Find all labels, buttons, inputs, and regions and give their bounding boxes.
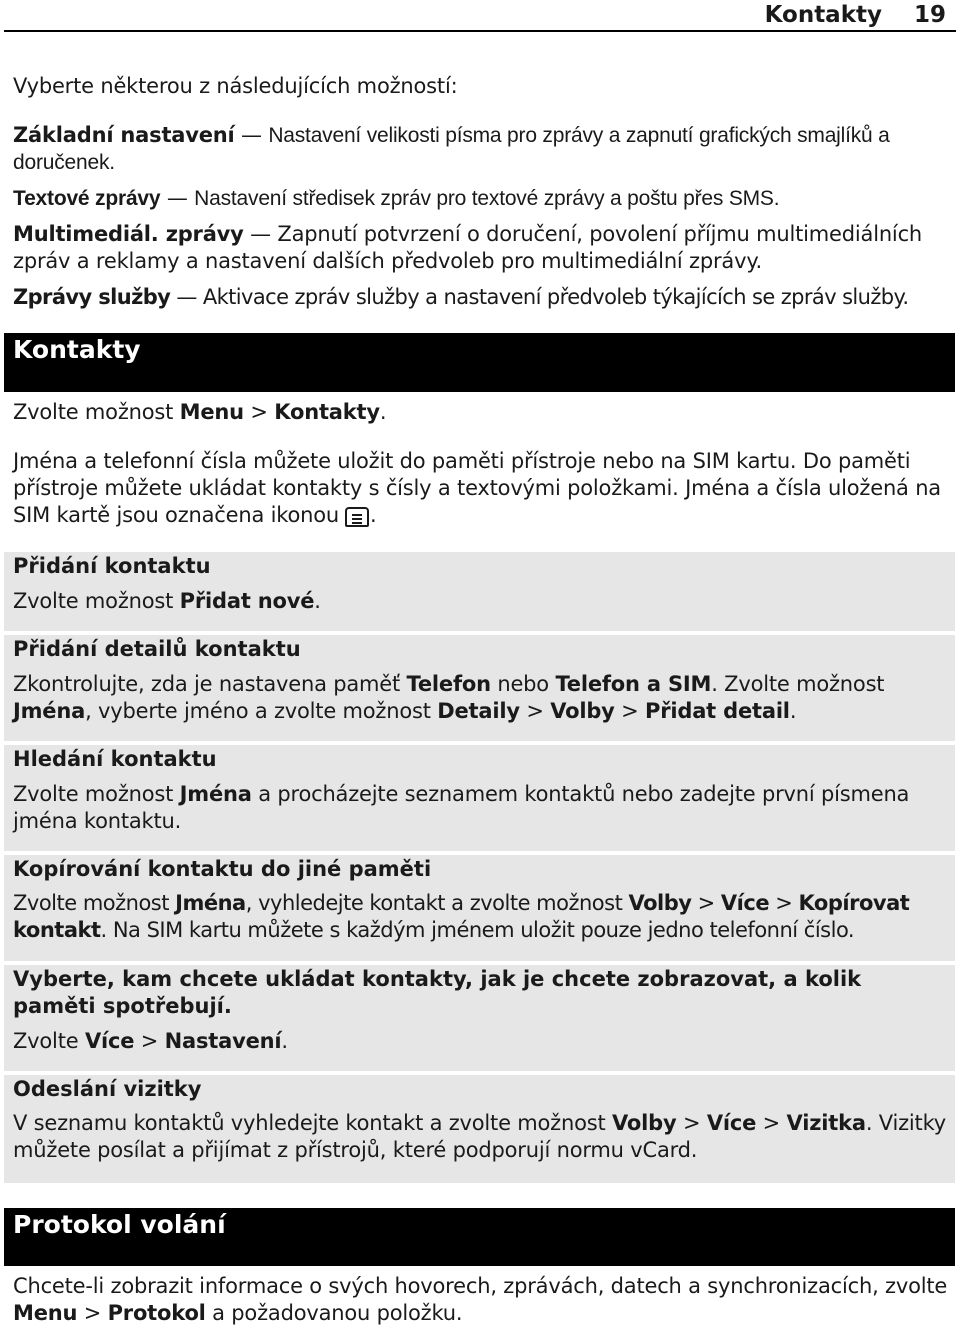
path-separator: >	[243, 400, 275, 424]
box-divider	[4, 741, 955, 745]
text: . Zvolte možnost	[711, 672, 885, 696]
menu-term: Kopírovat kontakt	[13, 891, 910, 942]
task-text	[13, 1110, 948, 1164]
menu-term: Nastavení	[164, 1029, 282, 1053]
task-heading: Přidání detailů kontaktu	[13, 637, 301, 661]
body-text: Jména a telefonní čísla můžete uložit do paměti přístroje nebo na SIM kartu. Do paměti přístroje můžete ukládat kontakty s čísly a textovými položkami. Jména a čísla uložená na SIM kartě jsou označena ikonou	[13, 449, 941, 527]
section-title: Kontakty	[13, 335, 141, 364]
menu-term: Volby	[550, 699, 615, 723]
text: . Vizitky můžete posílat a přijímat z přístrojů, které podporují normu vCard.	[13, 1111, 947, 1162]
menu-term: Jména	[175, 891, 246, 915]
text: .	[789, 699, 797, 723]
option-dash: —	[243, 222, 278, 246]
path-separator: >	[691, 891, 721, 915]
section-title: Protokol volání	[13, 1210, 226, 1239]
menu-term: Jména	[179, 782, 252, 806]
section-heading-contacts	[4, 333, 955, 392]
menu-term: Volby	[628, 891, 692, 915]
text: .	[379, 400, 387, 424]
option-desc: Nastavení středisek zpráv pro textové zprávy a poštu přes SMS.	[194, 187, 780, 210]
text: .	[314, 589, 321, 613]
text: V seznamu kontaktů vyhledejte kontakt a zvolte možnost	[13, 1111, 613, 1135]
task-text	[13, 671, 948, 725]
header-rule	[4, 30, 956, 32]
option-dash: —	[170, 285, 203, 309]
path-separator: >	[519, 699, 551, 723]
task-heading: Hledání kontaktu	[13, 747, 217, 771]
section-heading-call-log	[4, 1208, 955, 1266]
menu-term: Volby	[612, 1111, 677, 1135]
task-heading: Přidání kontaktu	[13, 554, 211, 578]
option-term: Multimediál. zprávy	[13, 222, 244, 246]
path-separator: >	[134, 1029, 165, 1053]
task-text	[13, 1028, 948, 1055]
text: . Na SIM kartu můžete s každým jménem uložit pouze jedno telefonní číslo.	[100, 918, 855, 942]
text: Zvolte	[13, 1029, 85, 1053]
header-section-title: Kontakty	[764, 2, 882, 28]
option-term: Zprávy služby	[13, 285, 171, 309]
text: Zvolte možnost	[13, 891, 176, 915]
box-divider	[4, 631, 955, 635]
path-separator: >	[77, 1301, 108, 1325]
text: nebo	[490, 672, 556, 696]
menu-term: Kontakty	[274, 400, 380, 424]
box-divider	[4, 961, 955, 965]
text: , vyhledejte kontakt a zvolte možnost	[245, 891, 629, 915]
menu-term: Přidat detail	[645, 699, 790, 723]
contacts-body: Jména a telefonní čísla můžete uložit do paměti přístroje nebo na SIM kartu. Do paměti přístroje můžete ukládat kontakty s čísly a textovými položkami. Jména a čísla uložená na SIM kartě jsou označena ikonou .	[13, 449, 941, 527]
text: Zkontrolujte, zda je nastavena paměť	[13, 672, 407, 696]
text: Zvolte možnost	[13, 589, 180, 613]
menu-term: Přidat nové	[179, 589, 315, 613]
text: Zvolte možnost	[13, 782, 180, 806]
path-separator: >	[756, 1111, 787, 1135]
task-text	[13, 588, 948, 615]
text: .	[281, 1029, 288, 1053]
task-text	[13, 890, 948, 944]
task-heading: Kopírování kontaktu do jiné paměti	[13, 857, 432, 881]
menu-term: Více	[706, 1111, 757, 1135]
option-desc: Zapnutí potvrzení o doručení, povolení příjmu multimediálních zpráv a reklamy a nastavení dalších předvoleb pro multimediální zprávy.	[13, 222, 923, 273]
box-divider	[4, 1071, 955, 1075]
menu-term: Detaily	[437, 699, 520, 723]
intro-text: Vyberte některou z následujících možností:	[13, 74, 458, 98]
path-separator: >	[676, 1111, 707, 1135]
sim-contact-icon	[345, 507, 369, 527]
option-item	[13, 122, 948, 176]
option-term: Základní nastavení	[13, 123, 235, 147]
task-heading: Odeslání vizitky	[13, 1077, 202, 1101]
menu-term: Protokol	[107, 1301, 206, 1325]
menu-term: Více	[720, 891, 770, 915]
option-item	[13, 221, 948, 275]
menu-term: Menu	[179, 400, 244, 424]
menu-term: Telefon	[406, 672, 491, 696]
option-item	[13, 185, 948, 212]
menu-term: Více	[84, 1029, 135, 1053]
menu-term: Jména	[13, 699, 86, 723]
option-term: Textové zprávy	[13, 187, 161, 210]
option-desc: Nastavení velikosti písma pro zprávy a zapnutí grafických smajlíků a doručenek.	[13, 124, 890, 174]
path-separator: >	[614, 699, 646, 723]
page-number: 19	[913, 2, 946, 28]
option-item	[13, 284, 948, 311]
text: a požadovanou položku.	[205, 1301, 463, 1325]
menu-term: Vizitka	[786, 1111, 866, 1135]
option-desc: Aktivace zpráv služby a nastavení předvoleb týkajících se zpráv služby.	[202, 285, 909, 309]
task-text	[13, 781, 948, 835]
option-dash: —	[234, 123, 269, 147]
path-separator: >	[769, 891, 799, 915]
text: Zvolte možnost	[13, 400, 180, 424]
box-divider	[4, 851, 955, 855]
text: , vyberte jméno a zvolte možnost	[85, 699, 438, 723]
menu-term: Menu	[13, 1301, 78, 1325]
text: a procházejte seznamem kontaktů nebo zadejte první písmena jména kontaktu.	[13, 782, 910, 833]
contacts-menu-path	[13, 399, 948, 426]
task-heading: Vyberte, kam chcete ukládat kontakty, jak je chcete zobrazovat, a kolik paměti spotřebují.	[13, 967, 862, 1018]
option-dash: —	[160, 186, 195, 210]
page-header	[0, 0, 960, 40]
text: Chcete-li zobrazit informace o svých hovorech, zprávách, datech a synchronizacích, zvolte	[13, 1274, 948, 1298]
menu-term: Telefon a SIM	[555, 672, 712, 696]
call-log-body	[13, 1273, 948, 1327]
